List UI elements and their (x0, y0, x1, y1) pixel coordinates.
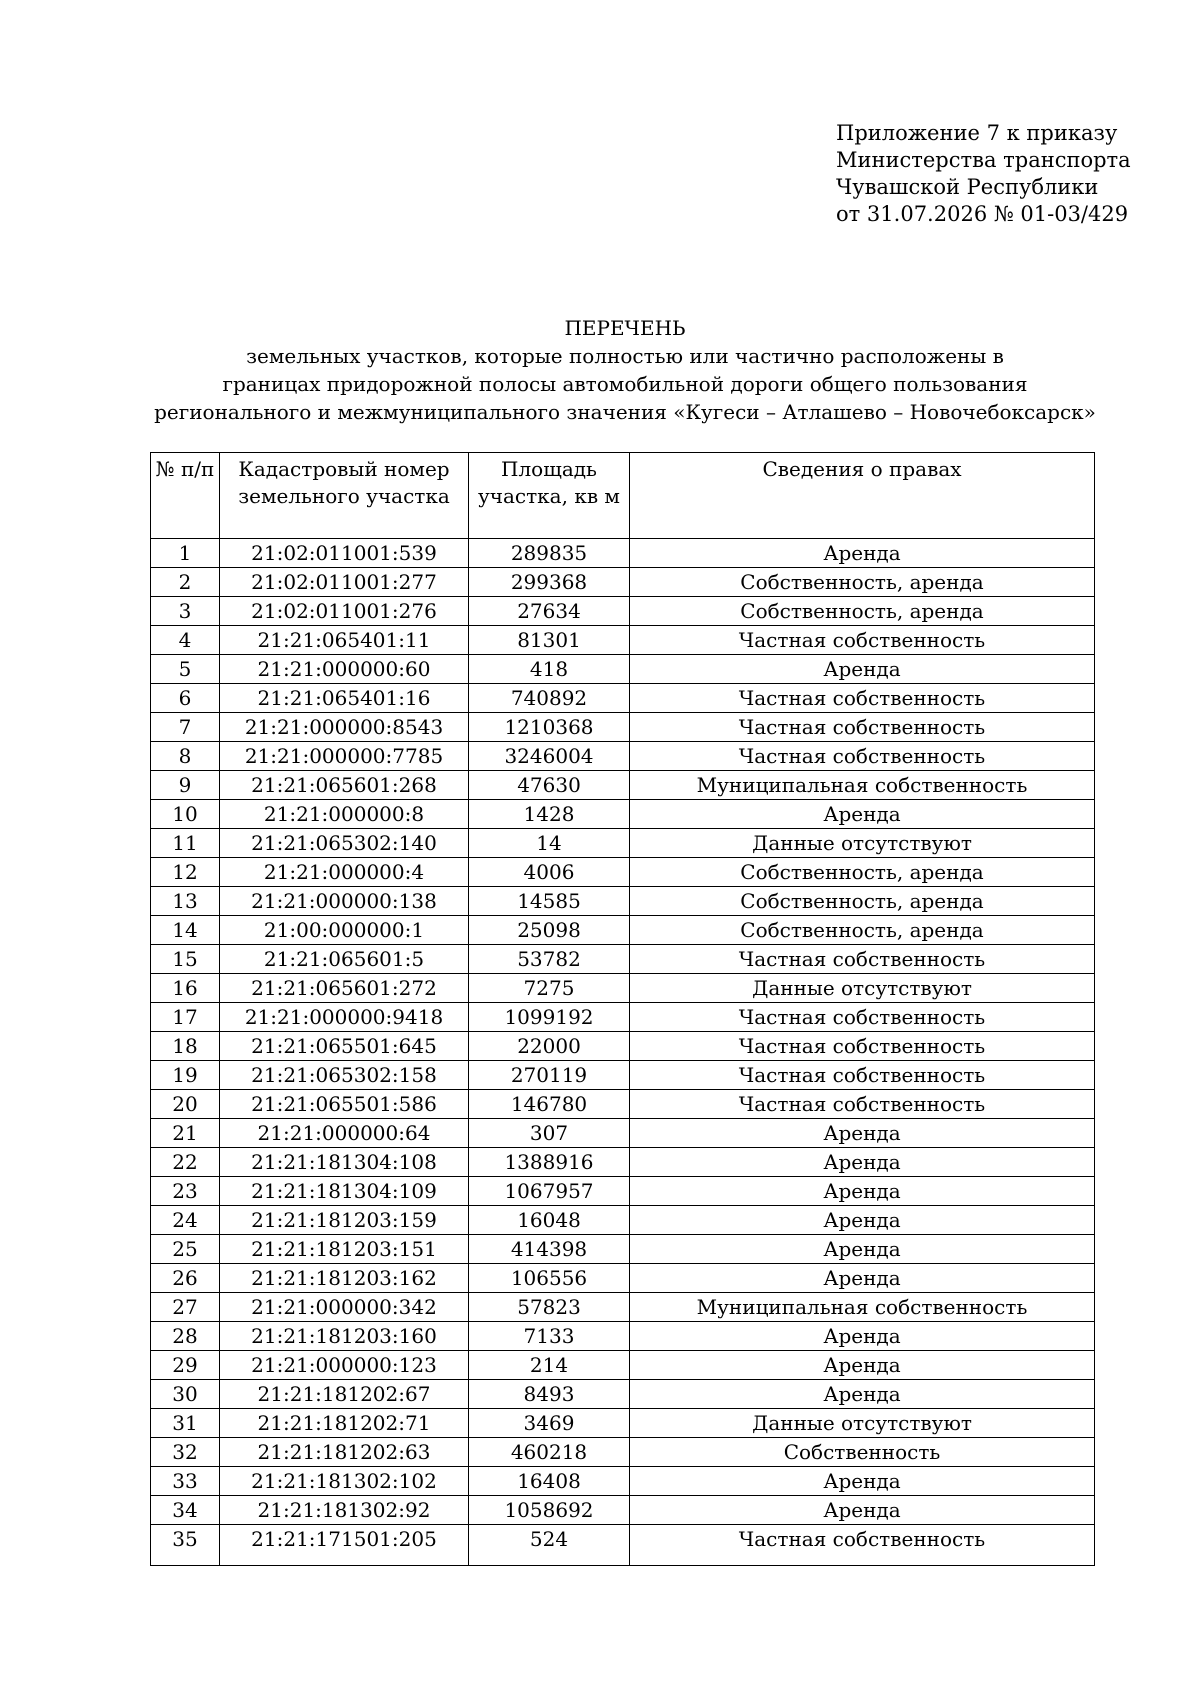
appendix-line: Чувашской Республики (836, 175, 1099, 199)
cell-num: 7 (151, 713, 220, 742)
cell-rights: Собственность, аренда (630, 887, 1095, 916)
cell-rights: Частная собственность (630, 684, 1095, 713)
cell-area: 8493 (469, 1380, 630, 1409)
cell-cadastral: 21:21:181304:109 (220, 1177, 469, 1206)
table-row (151, 1496, 1095, 1525)
cell-cadastral: 21:02:011001:276 (220, 597, 469, 626)
cell-num: 3 (151, 597, 220, 626)
table-row (151, 1235, 1095, 1264)
cell-area: 25098 (469, 916, 630, 945)
cell-rights: Частная собственность (630, 713, 1095, 742)
cell-area: 3246004 (469, 742, 630, 771)
table-row (151, 1003, 1095, 1032)
table-row (151, 597, 1095, 626)
cell-num: 18 (151, 1032, 220, 1061)
cell-rights: Аренда (630, 1177, 1095, 1206)
cell-cadastral: 21:21:065302:158 (220, 1061, 469, 1090)
table-row (151, 1351, 1095, 1380)
cell-cadastral: 21:21:181302:92 (220, 1496, 469, 1525)
cell-cadastral: 21:21:000000:138 (220, 887, 469, 916)
cell-cadastral: 21:21:181203:160 (220, 1322, 469, 1351)
table-row (151, 1119, 1095, 1148)
cell-rights: Аренда (630, 1467, 1095, 1496)
cell-rights: Аренда (630, 1119, 1095, 1148)
header-cadastral: Кадастровый номер земельного участка (220, 453, 469, 539)
heading-line: регионального и межмуниципального значения «Кугеси – Атлашево – Новочебоксарск» (154, 400, 1096, 424)
table-row (151, 1409, 1095, 1438)
table-row (151, 655, 1095, 684)
cell-area: 1067957 (469, 1177, 630, 1206)
cell-rights: Частная собственность (630, 1090, 1095, 1119)
cell-area: 299368 (469, 568, 630, 597)
appendix-line: от 31.07.2026 № 01-03/429 (836, 202, 1129, 226)
cell-cadastral: 21:02:011001:277 (220, 568, 469, 597)
cell-area: 14585 (469, 887, 630, 916)
cell-cadastral: 21:00:000000:1 (220, 916, 469, 945)
cell-cadastral: 21:21:065401:16 (220, 684, 469, 713)
cell-cadastral: 21:21:000000:9418 (220, 1003, 469, 1032)
document-heading (140, 314, 1110, 426)
cell-area: 740892 (469, 684, 630, 713)
cell-cadastral: 21:21:181302:102 (220, 1467, 469, 1496)
cell-num: 11 (151, 829, 220, 858)
cell-cadastral: 21:21:065302:140 (220, 829, 469, 858)
cell-num: 34 (151, 1496, 220, 1525)
cell-rights: Данные отсутствуют (630, 1409, 1095, 1438)
appendix-block (836, 120, 1176, 228)
cell-cadastral: 21:21:065401:11 (220, 626, 469, 655)
cell-cadastral: 21:21:000000:8 (220, 800, 469, 829)
cell-area: 524 (469, 1525, 630, 1566)
table-header-row (151, 453, 1095, 539)
cell-area: 418 (469, 655, 630, 684)
cell-num: 5 (151, 655, 220, 684)
table-row (151, 1177, 1095, 1206)
cell-rights: Аренда (630, 539, 1095, 568)
cell-rights: Аренда (630, 655, 1095, 684)
cell-cadastral: 21:21:181203:151 (220, 1235, 469, 1264)
cell-num: 8 (151, 742, 220, 771)
cell-area: 214 (469, 1351, 630, 1380)
cell-area: 27634 (469, 597, 630, 626)
cell-cadastral: 21:21:171501:205 (220, 1525, 469, 1566)
cell-area: 1099192 (469, 1003, 630, 1032)
cell-num: 1 (151, 539, 220, 568)
cell-area: 307 (469, 1119, 630, 1148)
cell-area: 460218 (469, 1438, 630, 1467)
cell-area: 414398 (469, 1235, 630, 1264)
table-row (151, 916, 1095, 945)
cell-num: 2 (151, 568, 220, 597)
cell-area: 270119 (469, 1061, 630, 1090)
cell-rights: Аренда (630, 1235, 1095, 1264)
appendix-line: Приложение 7 к приказу (836, 121, 1118, 145)
cell-rights: Частная собственность (630, 1003, 1095, 1032)
cell-num: 30 (151, 1380, 220, 1409)
cell-cadastral: 21:21:065601:272 (220, 974, 469, 1003)
table-row (151, 1322, 1095, 1351)
cell-num: 32 (151, 1438, 220, 1467)
cell-num: 21 (151, 1119, 220, 1148)
cell-cadastral: 21:21:000000:8543 (220, 713, 469, 742)
cell-cadastral: 21:02:011001:539 (220, 539, 469, 568)
cell-rights: Аренда (630, 1264, 1095, 1293)
table-row (151, 1438, 1095, 1467)
cell-area: 289835 (469, 539, 630, 568)
appendix-line: Министерства транспорта (836, 148, 1131, 172)
cell-rights: Собственность, аренда (630, 858, 1095, 887)
cell-cadastral: 21:21:000000:7785 (220, 742, 469, 771)
cell-rights: Аренда (630, 1380, 1095, 1409)
table-body (151, 539, 1095, 1566)
cell-area: 3469 (469, 1409, 630, 1438)
cell-rights: Аренда (630, 1148, 1095, 1177)
table-row (151, 713, 1095, 742)
cell-cadastral: 21:21:065501:586 (220, 1090, 469, 1119)
cell-num: 27 (151, 1293, 220, 1322)
cell-cadastral: 21:21:181202:71 (220, 1409, 469, 1438)
cell-rights: Частная собственность (630, 626, 1095, 655)
cell-num: 33 (151, 1467, 220, 1496)
header-rights: Сведения о правах (630, 453, 1095, 539)
cell-num: 14 (151, 916, 220, 945)
cell-area: 1210368 (469, 713, 630, 742)
table-row (151, 858, 1095, 887)
cell-cadastral: 21:21:065601:268 (220, 771, 469, 800)
cell-num: 19 (151, 1061, 220, 1090)
cell-area: 106556 (469, 1264, 630, 1293)
cell-cadastral: 21:21:181304:108 (220, 1148, 469, 1177)
table-row (151, 684, 1095, 713)
cell-num: 29 (151, 1351, 220, 1380)
table-row (151, 829, 1095, 858)
cell-area: 1428 (469, 800, 630, 829)
cell-num: 10 (151, 800, 220, 829)
table-row (151, 887, 1095, 916)
cell-rights: Собственность, аренда (630, 597, 1095, 626)
cell-rights: Аренда (630, 1351, 1095, 1380)
cell-area: 57823 (469, 1293, 630, 1322)
cell-area: 16048 (469, 1206, 630, 1235)
table-row (151, 771, 1095, 800)
table-row (151, 1206, 1095, 1235)
cell-rights: Муниципальная собственность (630, 1293, 1095, 1322)
cell-num: 31 (151, 1409, 220, 1438)
header-num: № п/п (151, 453, 220, 539)
cell-cadastral: 21:21:181202:63 (220, 1438, 469, 1467)
table-row (151, 1032, 1095, 1061)
cell-cadastral: 21:21:000000:4 (220, 858, 469, 887)
cell-num: 17 (151, 1003, 220, 1032)
table-row (151, 1090, 1095, 1119)
cell-rights: Частная собственность (630, 1032, 1095, 1061)
cell-num: 4 (151, 626, 220, 655)
cell-area: 1058692 (469, 1496, 630, 1525)
cell-area: 22000 (469, 1032, 630, 1061)
cell-area: 146780 (469, 1090, 630, 1119)
cell-num: 9 (151, 771, 220, 800)
cell-num: 26 (151, 1264, 220, 1293)
cell-cadastral: 21:21:065501:645 (220, 1032, 469, 1061)
cell-area: 7275 (469, 974, 630, 1003)
cell-area: 81301 (469, 626, 630, 655)
cell-num: 28 (151, 1322, 220, 1351)
cell-rights: Собственность, аренда (630, 916, 1095, 945)
table-row (151, 1380, 1095, 1409)
cell-area: 1388916 (469, 1148, 630, 1177)
cell-rights: Аренда (630, 1322, 1095, 1351)
table-row (151, 945, 1095, 974)
table-row (151, 1467, 1095, 1496)
cell-area: 4006 (469, 858, 630, 887)
cell-cadastral: 21:21:181202:67 (220, 1380, 469, 1409)
cell-num: 16 (151, 974, 220, 1003)
cell-num: 22 (151, 1148, 220, 1177)
cell-num: 6 (151, 684, 220, 713)
cell-cadastral: 21:21:065601:5 (220, 945, 469, 974)
cell-cadastral: 21:21:000000:342 (220, 1293, 469, 1322)
cell-cadastral: 21:21:000000:64 (220, 1119, 469, 1148)
cell-area: 7133 (469, 1322, 630, 1351)
cell-rights: Частная собственность (630, 1525, 1095, 1566)
heading-line: земельных участков, которые полностью или частично расположены в (246, 344, 1004, 368)
cell-cadastral: 21:21:000000:123 (220, 1351, 469, 1380)
cell-rights: Частная собственность (630, 1061, 1095, 1090)
cell-num: 20 (151, 1090, 220, 1119)
cell-cadastral: 21:21:000000:60 (220, 655, 469, 684)
cell-rights: Собственность (630, 1438, 1095, 1467)
cell-cadastral: 21:21:181203:159 (220, 1206, 469, 1235)
table-row (151, 1148, 1095, 1177)
land-plots-table (150, 452, 1095, 1566)
cell-rights: Собственность, аренда (630, 568, 1095, 597)
cell-area: 16408 (469, 1467, 630, 1496)
table-row (151, 742, 1095, 771)
header-area: Площадь участка, кв м (469, 453, 630, 539)
cell-rights: Аренда (630, 1496, 1095, 1525)
cell-num: 13 (151, 887, 220, 916)
cell-rights: Данные отсутствуют (630, 974, 1095, 1003)
cell-rights: Частная собственность (630, 742, 1095, 771)
table-row (151, 539, 1095, 568)
cell-rights: Аренда (630, 800, 1095, 829)
table-row (151, 800, 1095, 829)
heading-line: границах придорожной полосы автомобильной дороги общего пользования (222, 372, 1028, 396)
cell-num: 25 (151, 1235, 220, 1264)
table-row (151, 626, 1095, 655)
cell-cadastral: 21:21:181203:162 (220, 1264, 469, 1293)
table-row (151, 568, 1095, 597)
table-row (151, 974, 1095, 1003)
table-row (151, 1061, 1095, 1090)
cell-num: 15 (151, 945, 220, 974)
cell-area: 47630 (469, 771, 630, 800)
table-row (151, 1264, 1095, 1293)
cell-num: 23 (151, 1177, 220, 1206)
cell-num: 12 (151, 858, 220, 887)
cell-area: 53782 (469, 945, 630, 974)
cell-rights: Данные отсутствуют (630, 829, 1095, 858)
cell-rights: Частная собственность (630, 945, 1095, 974)
cell-num: 24 (151, 1206, 220, 1235)
cell-rights: Муниципальная собственность (630, 771, 1095, 800)
table-row (151, 1525, 1095, 1566)
document-title: ПЕРЕЧЕНЬ (564, 316, 686, 340)
cell-area: 14 (469, 829, 630, 858)
cell-rights: Аренда (630, 1206, 1095, 1235)
cell-num: 35 (151, 1525, 220, 1566)
table-row (151, 1293, 1095, 1322)
